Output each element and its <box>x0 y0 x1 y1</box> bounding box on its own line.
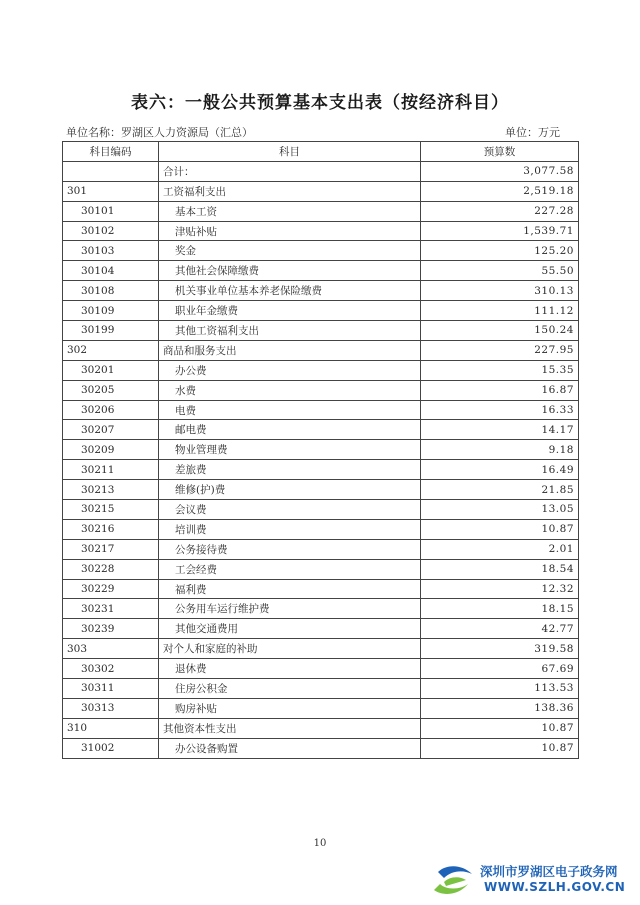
table-row <box>63 201 579 221</box>
row-amount: 13.05 <box>421 500 579 520</box>
row-subject: 商品和服务支出 <box>159 340 421 360</box>
budget-table <box>62 141 579 759</box>
table-row <box>63 599 579 619</box>
unit-label: 单位：万元 <box>505 126 560 139</box>
table-row <box>63 619 579 639</box>
row-amount: 16.87 <box>421 380 579 400</box>
table-row <box>63 698 579 718</box>
row-code: 30108 <box>63 281 159 301</box>
row-code: 30205 <box>63 380 159 400</box>
watermark-url: WWW.SZLH.GOV.CN <box>484 880 626 894</box>
table-row <box>63 400 579 420</box>
row-amount: 227.95 <box>421 340 579 360</box>
row-subject: 维修(护)费 <box>159 480 421 500</box>
row-amount: 10.87 <box>421 718 579 738</box>
row-subject: 办公设备购置 <box>159 738 421 758</box>
table-row <box>63 460 579 480</box>
table-row <box>63 559 579 579</box>
row-amount: 55.50 <box>421 261 579 281</box>
table-row <box>63 440 579 460</box>
row-subject: 基本工资 <box>159 201 421 221</box>
row-amount: 111.12 <box>421 301 579 321</box>
table-row <box>63 639 579 659</box>
row-amount: 2.01 <box>421 539 579 559</box>
row-subject: 其他工资福利支出 <box>159 321 421 341</box>
row-amount: 14.17 <box>421 420 579 440</box>
row-code: 30209 <box>63 440 159 460</box>
table-row <box>63 539 579 559</box>
row-code: 30217 <box>63 539 159 559</box>
row-amount: 1,539.71 <box>421 221 579 241</box>
row-amount: 42.77 <box>421 619 579 639</box>
column-header-code: 科目编码 <box>63 142 159 162</box>
row-code: 30239 <box>63 619 159 639</box>
row-code: 30228 <box>63 559 159 579</box>
table-row <box>63 519 579 539</box>
row-code: 30211 <box>63 460 159 480</box>
row-amount: 3,077.58 <box>421 161 579 181</box>
row-subject: 退休费 <box>159 659 421 679</box>
row-amount: 150.24 <box>421 321 579 341</box>
row-code: 302 <box>63 340 159 360</box>
row-subject: 水费 <box>159 380 421 400</box>
table-row <box>63 420 579 440</box>
row-code: 301 <box>63 181 159 201</box>
row-code: 30229 <box>63 579 159 599</box>
row-subject: 培训费 <box>159 519 421 539</box>
table-header-row <box>63 142 579 162</box>
row-code: 30207 <box>63 420 159 440</box>
budget-table-body <box>63 161 579 758</box>
row-code: 30215 <box>63 500 159 520</box>
row-amount: 9.18 <box>421 440 579 460</box>
row-code: 30199 <box>63 321 159 341</box>
table-row <box>63 181 579 201</box>
row-subject: 其他交通费用 <box>159 619 421 639</box>
table-row <box>63 579 579 599</box>
table-row <box>63 659 579 679</box>
row-amount: 125.20 <box>421 241 579 261</box>
row-code: 30216 <box>63 519 159 539</box>
row-code: 30311 <box>63 679 159 699</box>
row-amount: 2,519.18 <box>421 181 579 201</box>
row-amount: 18.15 <box>421 599 579 619</box>
table-row <box>63 480 579 500</box>
row-code: 30101 <box>63 201 159 221</box>
row-subject: 机关事业单位基本养老保险缴费 <box>159 281 421 301</box>
row-amount: 319.58 <box>421 639 579 659</box>
row-amount: 21.85 <box>421 480 579 500</box>
table-row <box>63 500 579 520</box>
table-row <box>63 718 579 738</box>
row-subject: 其他社会保障缴费 <box>159 261 421 281</box>
unit-name-label: 单位名称：罗湖区人力资源局（汇总） <box>66 126 253 139</box>
row-amount: 138.36 <box>421 698 579 718</box>
row-subject: 其他资本性支出 <box>159 718 421 738</box>
table-row <box>63 679 579 699</box>
row-code: 30109 <box>63 301 159 321</box>
row-amount: 12.32 <box>421 579 579 599</box>
row-code: 30302 <box>63 659 159 679</box>
table-row <box>63 321 579 341</box>
table-row <box>63 301 579 321</box>
row-code: 30102 <box>63 221 159 241</box>
row-subject: 办公费 <box>159 360 421 380</box>
row-amount: 10.87 <box>421 738 579 758</box>
row-subject: 公务接待费 <box>159 539 421 559</box>
row-subject: 奖金 <box>159 241 421 261</box>
row-code: 30206 <box>63 400 159 420</box>
table-row <box>63 281 579 301</box>
row-amount: 16.49 <box>421 460 579 480</box>
row-code: 310 <box>63 718 159 738</box>
szlh-logo-icon <box>430 860 476 900</box>
page-number: 10 <box>313 838 327 849</box>
row-subject: 差旅费 <box>159 460 421 480</box>
row-amount: 227.28 <box>421 201 579 221</box>
table-row <box>63 261 579 281</box>
row-subject: 邮电费 <box>159 420 421 440</box>
row-subject: 工资福利支出 <box>159 181 421 201</box>
row-code: 30213 <box>63 480 159 500</box>
row-subject: 福利费 <box>159 579 421 599</box>
row-code: 303 <box>63 639 159 659</box>
row-code: 30104 <box>63 261 159 281</box>
row-subject: 会议费 <box>159 500 421 520</box>
row-subject: 工会经费 <box>159 559 421 579</box>
row-subject: 对个人和家庭的补助 <box>159 639 421 659</box>
row-amount: 10.87 <box>421 519 579 539</box>
row-subject: 公务用车运行维护费 <box>159 599 421 619</box>
row-amount: 16.33 <box>421 400 579 420</box>
row-subject: 津贴补贴 <box>159 221 421 241</box>
row-subject: 合计： <box>159 161 421 181</box>
site-watermark <box>430 858 640 902</box>
row-amount: 18.54 <box>421 559 579 579</box>
column-header-subject: 科目 <box>159 142 421 162</box>
row-subject: 电费 <box>159 400 421 420</box>
column-header-amount: 预算数 <box>421 142 579 162</box>
row-amount: 113.53 <box>421 679 579 699</box>
row-subject: 购房补贴 <box>159 698 421 718</box>
row-subject: 物业管理费 <box>159 440 421 460</box>
row-code: 30201 <box>63 360 159 380</box>
row-amount: 15.35 <box>421 360 579 380</box>
row-amount: 67.69 <box>421 659 579 679</box>
page-title: 表六：一般公共预算基本支出表（按经济科目） <box>131 93 509 113</box>
row-code: 31002 <box>63 738 159 758</box>
table-row <box>63 161 579 181</box>
table-row <box>63 738 579 758</box>
row-code: 30231 <box>63 599 159 619</box>
table-row <box>63 360 579 380</box>
row-code <box>63 161 159 181</box>
row-code: 30313 <box>63 698 159 718</box>
table-row <box>63 241 579 261</box>
row-subject: 职业年金缴费 <box>159 301 421 321</box>
watermark-site-name: 深圳市罗湖区电子政务网 <box>480 864 618 879</box>
row-amount: 310.13 <box>421 281 579 301</box>
row-code: 30103 <box>63 241 159 261</box>
table-row <box>63 380 579 400</box>
table-row <box>63 221 579 241</box>
row-subject: 住房公积金 <box>159 679 421 699</box>
table-row <box>63 340 579 360</box>
